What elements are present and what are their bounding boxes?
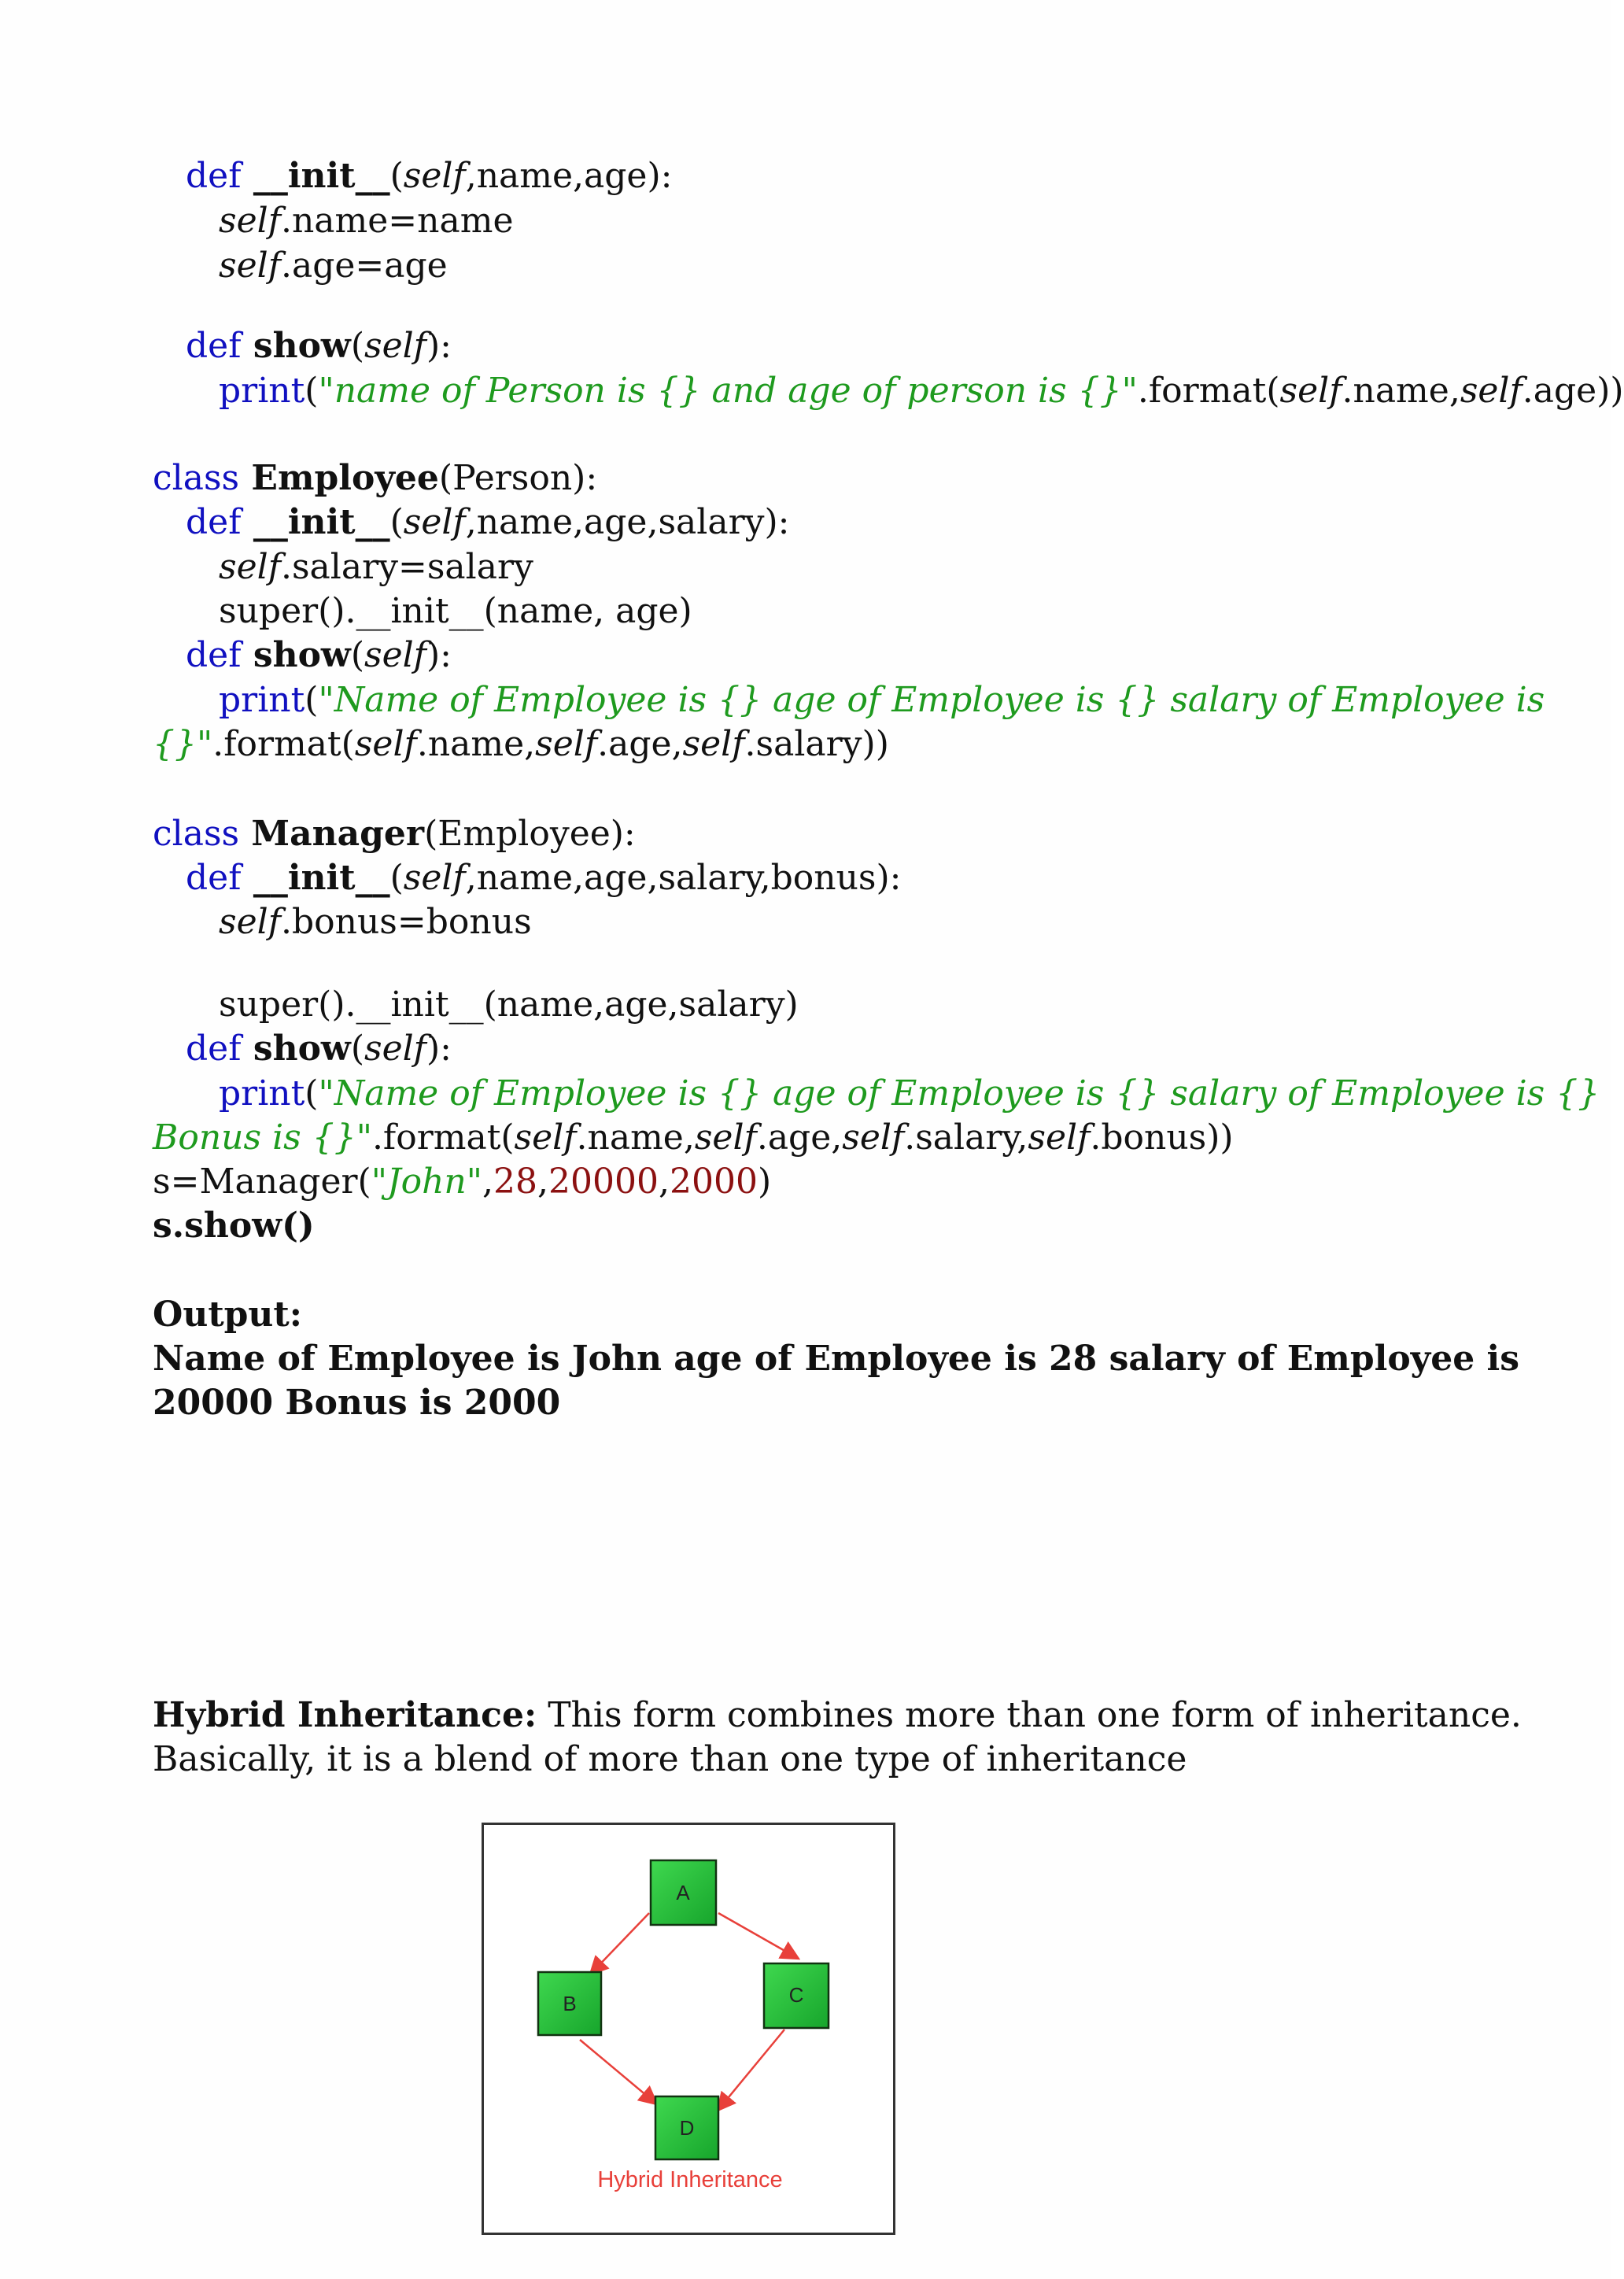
base-class: (Person): — [438, 458, 598, 498]
number-literal: 2000 — [669, 1162, 758, 1202]
format-call: .format( — [1137, 371, 1280, 411]
string-literal: "Name of Employee is {} age of Employee is {} salary of Employee is — [318, 680, 1545, 720]
code-line-employee-print: print("Name of Employee is {} age of Employee is {} salary of Employee is — [219, 680, 1545, 720]
self-token: self — [219, 547, 281, 587]
string-literal: "Name of Employee is {} age of Employee is {} salary of Employee is {} — [318, 1073, 1600, 1114]
self-token: self — [403, 502, 466, 542]
code-line-person-show: def show(self): — [186, 326, 452, 366]
node-c-label: C — [788, 1983, 804, 2007]
assignment: .age=age — [280, 246, 448, 286]
code-line-manager-print-cont — [153, 1116, 1234, 1160]
arrow-a-to-b — [590, 1913, 649, 1974]
comma: , — [537, 1162, 548, 1202]
params: ,name,age,salary): — [465, 502, 790, 542]
self-token: self — [514, 1117, 577, 1158]
method-name: show — [241, 326, 351, 366]
keyword-def: def — [186, 858, 242, 898]
format-call: .format( — [371, 1117, 515, 1158]
code-line-call: s.show() — [153, 1206, 315, 1246]
code-line-person-name — [219, 199, 514, 243]
code-line-person-age — [219, 244, 448, 288]
keyword-def: def — [186, 635, 242, 675]
self-token: self — [219, 246, 281, 286]
class-name: Employee — [239, 458, 439, 498]
code-line-employee-print-cont — [153, 722, 889, 766]
method-name: __init__ — [241, 502, 390, 542]
output-heading: Output: — [153, 1295, 302, 1335]
keyword-class: class — [153, 814, 240, 854]
hybrid-description: This form combines more than one form of inheritance. — [537, 1695, 1522, 1735]
self-token: self — [1460, 371, 1522, 411]
hybrid-inheritance-diagram — [482, 1823, 895, 2235]
string-literal: "name of Person is {} and age of person is {}" — [318, 371, 1138, 411]
node-a-label: A — [676, 1881, 690, 1904]
string-literal: Bonus is {}" — [153, 1117, 372, 1158]
output-line-1: Name of Employee is John age of Employee is 28 salary of Employee is — [153, 1339, 1520, 1379]
number-literal: 20000 — [548, 1162, 659, 1202]
code-line-manager-show: def show(self): — [186, 1029, 452, 1069]
keyword-def: def — [186, 326, 242, 366]
attr: .salary)) — [744, 724, 889, 764]
attr: .name, — [416, 724, 536, 764]
params: ,name,age): — [465, 156, 673, 196]
format-call: .format( — [212, 724, 355, 764]
self-token: self — [842, 1117, 905, 1158]
paren: ( — [389, 156, 404, 196]
arrow-a-to-c — [718, 1913, 799, 1959]
self-token: self — [364, 635, 426, 675]
print-call: print — [219, 371, 305, 411]
method-name: __init__ — [241, 156, 390, 196]
keyword-def: def — [186, 502, 242, 542]
node-c — [764, 1963, 829, 2028]
node-d-label: D — [679, 2116, 695, 2140]
hybrid-term: Hybrid Inheritance: — [153, 1695, 537, 1735]
self-token: self — [403, 156, 466, 196]
assignment: .bonus=bonus — [280, 902, 532, 942]
comma: , — [482, 1162, 493, 1202]
code-line-employee-super: super().__init__(name, age) — [219, 591, 692, 631]
arrow-b-to-d — [580, 2040, 657, 2104]
code-line-instantiation — [153, 1160, 771, 1204]
method-name: show — [241, 1029, 351, 1069]
params: ,name,age,salary,bonus): — [465, 858, 902, 898]
keyword-def: def — [186, 1029, 242, 1069]
print-call: print — [219, 1073, 305, 1114]
code-line-employee-class — [153, 456, 597, 500]
code-line-manager-bonus — [219, 900, 532, 944]
attr: .bonus)) — [1090, 1117, 1234, 1158]
self-token: self — [219, 902, 281, 942]
print-call: print — [219, 680, 305, 720]
hybrid-paragraph-line-1 — [153, 1694, 1522, 1738]
attr: .name, — [576, 1117, 695, 1158]
node-b-label: B — [563, 1992, 577, 2015]
keyword-def: def — [186, 156, 242, 196]
keyword-class: class — [153, 458, 240, 498]
self-token: self — [1028, 1117, 1091, 1158]
comma: , — [658, 1162, 670, 1202]
self-token: self — [1279, 371, 1342, 411]
attr: .salary, — [904, 1117, 1028, 1158]
code-line-manager-class — [153, 812, 636, 856]
code-line-employee-init: def __init__(self,name,age,salary): — [186, 502, 790, 542]
constructor-call: s=Manager( — [153, 1162, 371, 1202]
method-name: __init__ — [241, 858, 390, 898]
diagram-svg — [484, 1825, 893, 2233]
diagram-caption: Hybrid Inheritance — [597, 2167, 783, 2192]
node-b — [538, 1972, 601, 2035]
assignment: .name=name — [280, 201, 514, 241]
attr: .age, — [597, 724, 683, 764]
self-token: self — [535, 724, 598, 764]
assignment: .salary=salary — [280, 547, 533, 587]
self-token: self — [354, 724, 417, 764]
code-line-person-print: print("name of Person is {} and age of person is {}".format(self.name,self.age)) — [219, 371, 1624, 411]
code-line-person-init — [186, 154, 672, 198]
method-name: show — [241, 635, 351, 675]
code-line-manager-init: def __init__(self,name,age,salary,bonus): — [186, 858, 902, 898]
self-token: self — [403, 858, 466, 898]
self-token: self — [364, 326, 426, 366]
paren: ) — [757, 1162, 772, 1202]
self-token: self — [694, 1117, 757, 1158]
self-token: self — [682, 724, 745, 764]
hybrid-paragraph-line-2: Basically, it is a blend of more than one type of inheritance — [153, 1739, 1187, 1779]
number-literal: 28 — [493, 1162, 537, 1202]
self-token: self — [364, 1029, 426, 1069]
string-literal: {}" — [153, 724, 213, 764]
attr: .name, — [1342, 371, 1460, 411]
arrow-c-to-d — [718, 2030, 784, 2111]
node-a — [651, 1860, 716, 1925]
output-line-2: 20000 Bonus is 2000 — [153, 1383, 561, 1423]
code-line-manager-super: super().__init__(name,age,salary) — [219, 984, 799, 1025]
node-d — [655, 2096, 718, 2159]
attr: .age, — [756, 1117, 843, 1158]
code-line-employee-show: def show(self): — [186, 635, 452, 675]
code-line-manager-print: print("Name of Employee is {} age of Employee is {} salary of Employee is {} — [219, 1073, 1600, 1114]
code-line-employee-salary — [219, 545, 533, 589]
attr: .age)) — [1522, 371, 1624, 411]
string-literal: "John" — [371, 1162, 482, 1202]
base-class: (Employee): — [424, 814, 636, 854]
self-token: self — [219, 201, 281, 241]
class-name: Manager — [239, 814, 425, 854]
